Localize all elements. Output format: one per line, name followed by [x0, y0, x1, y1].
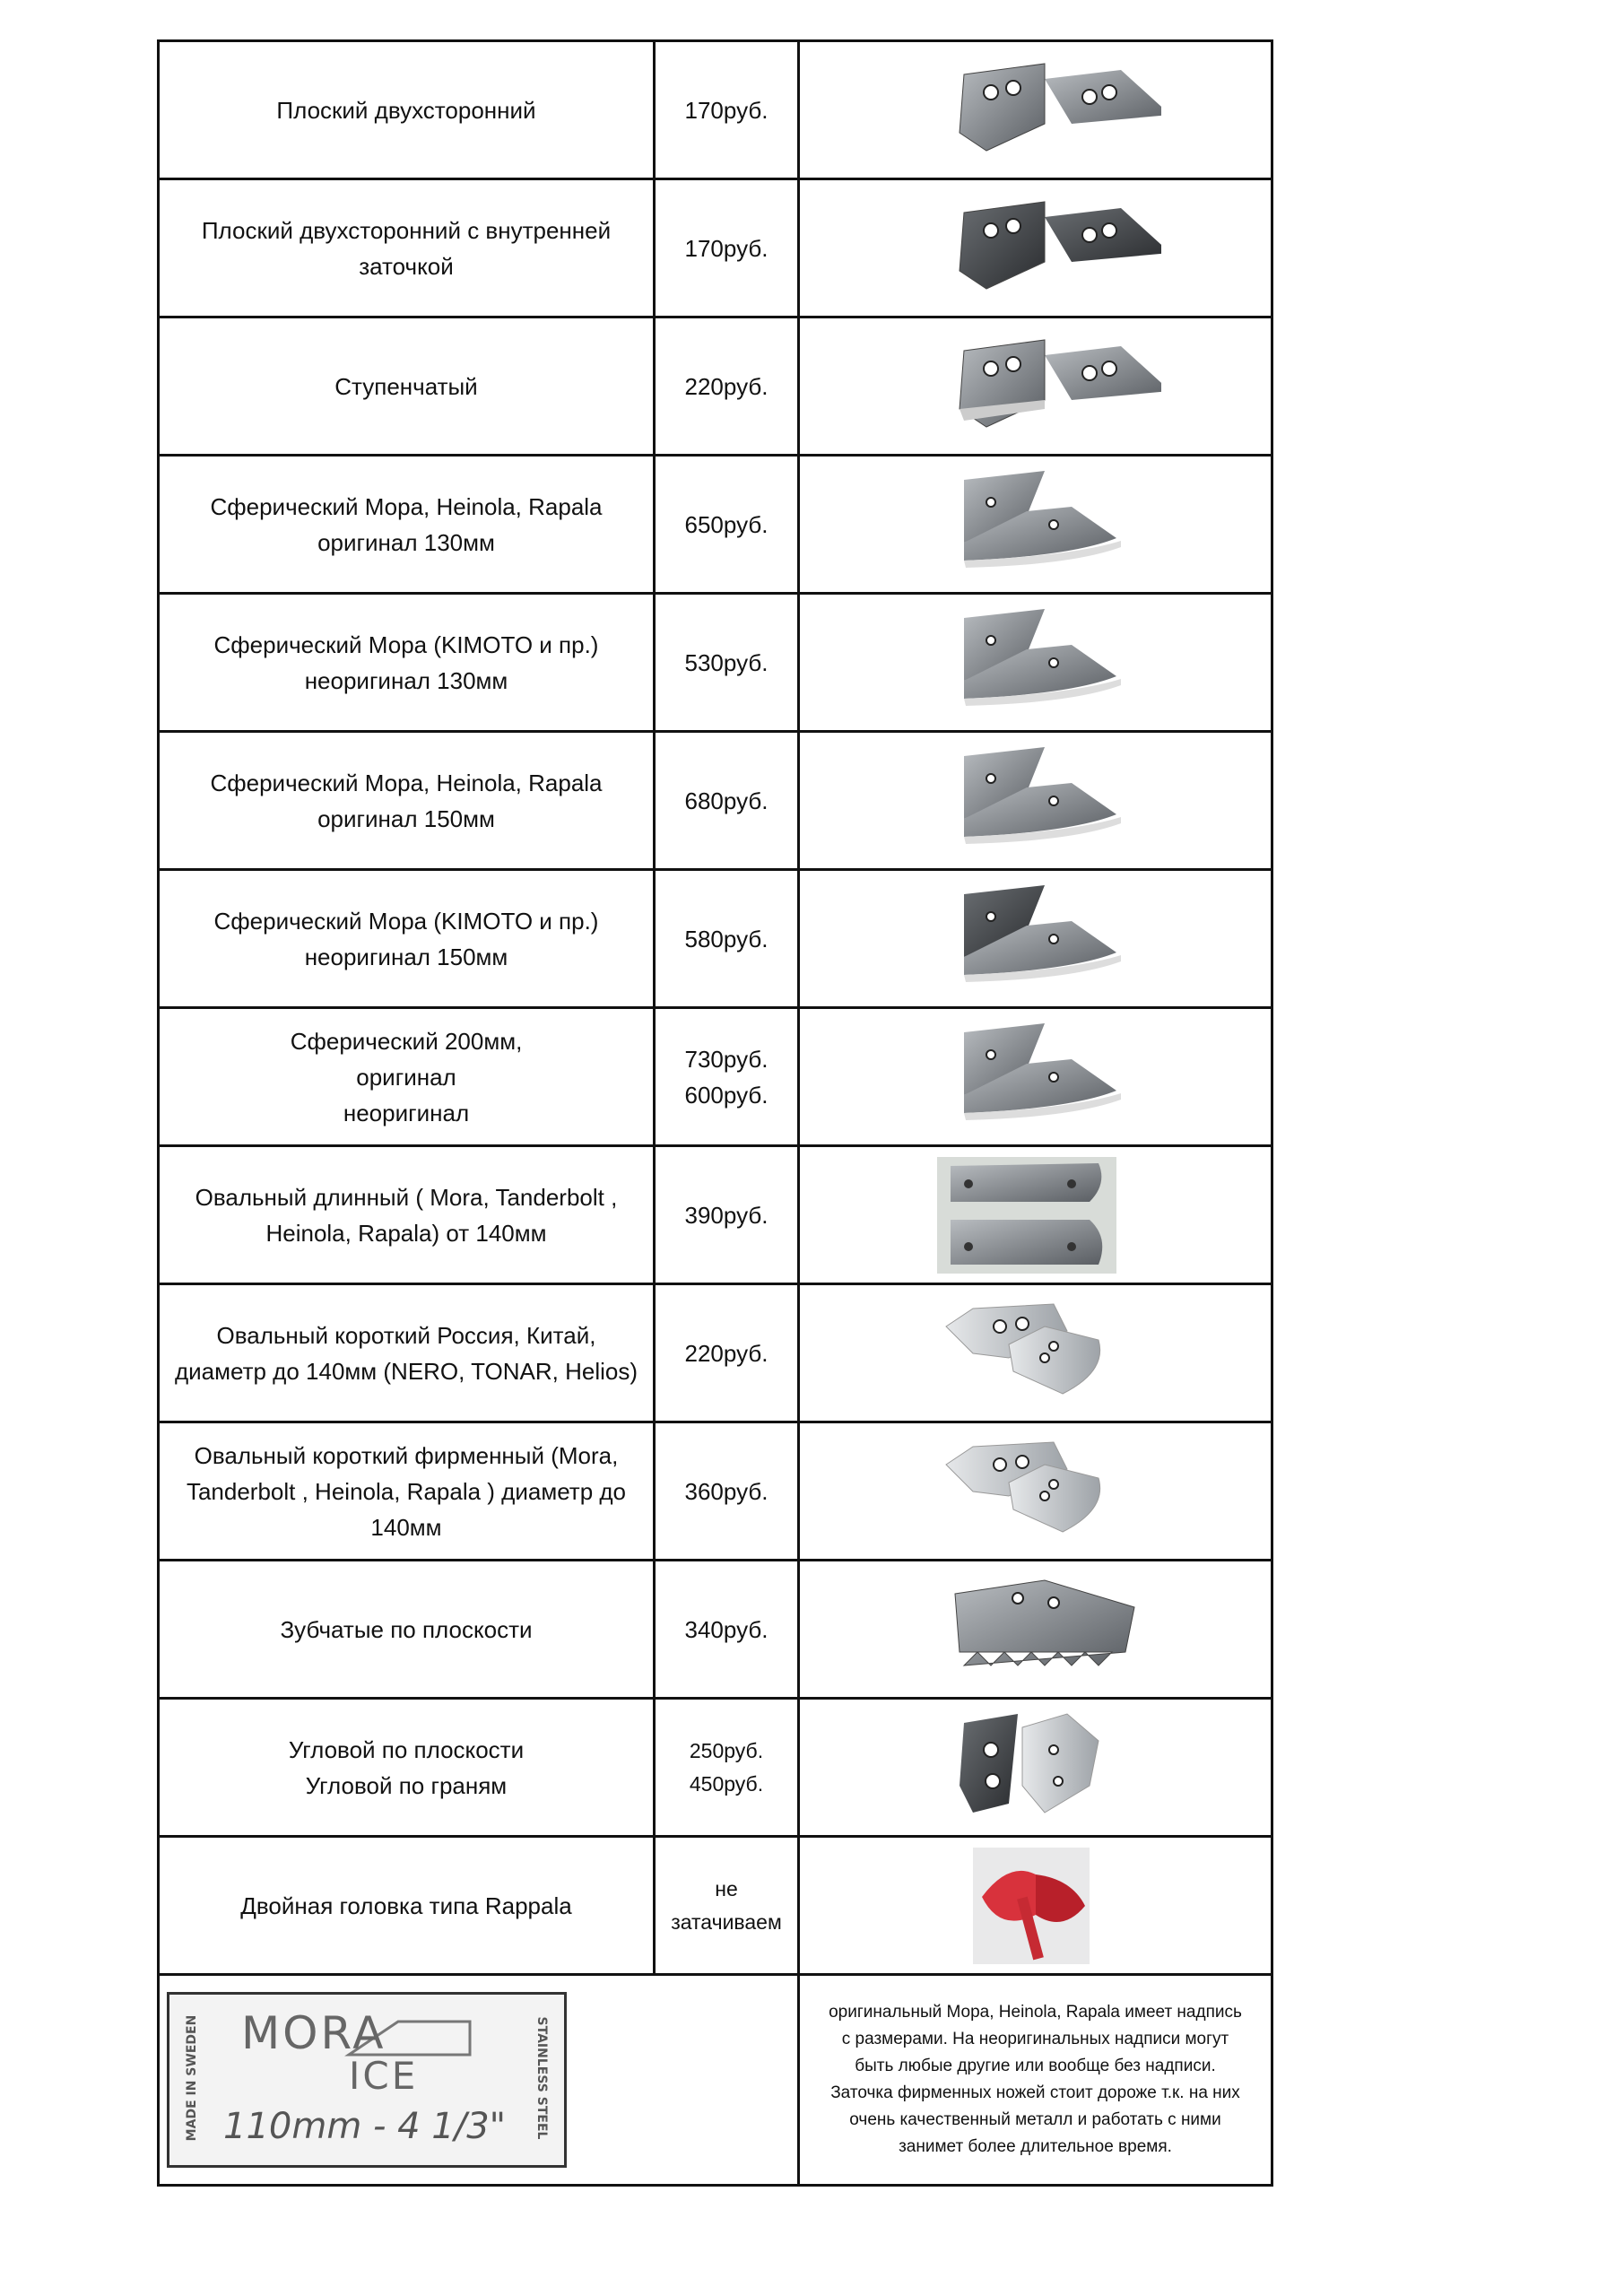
price-cell — [655, 1284, 799, 1422]
table-row — [159, 456, 1272, 594]
blade-name-line: Сферический Мора (KIMOTO и пр.) — [213, 907, 599, 935]
blade-name-line: Овальный короткий Россия, Китай, — [216, 1321, 596, 1349]
price-line: 250руб. — [689, 1738, 764, 1762]
price-line: 680руб. — [684, 787, 769, 814]
price-line: 730руб. — [684, 1045, 769, 1073]
blade-name-line: диаметр до 140мм (NERO, TONAR, Helios) — [174, 1357, 638, 1385]
blade-image-cell — [799, 1008, 1272, 1146]
blade-name-line: Зубчатые по плоскости — [280, 1615, 533, 1643]
blade-name-line: Ступенчатый — [334, 372, 478, 400]
spherical-blade-icon — [805, 600, 1265, 726]
blade-image-cell — [799, 1699, 1272, 1837]
blade-name-line: неоригинал 150мм — [304, 943, 508, 970]
blade-name-line: 140мм — [370, 1513, 442, 1541]
spherical-blade-icon — [805, 1014, 1265, 1140]
footer-row — [159, 1975, 1272, 2186]
blade-name-line: заточкой — [359, 252, 454, 280]
blade-name-line: Сферический Мора (KIMOTO и пр.) — [213, 631, 599, 658]
price-cell — [655, 594, 799, 732]
price-line: 650руб. — [684, 510, 769, 538]
price-line: 170руб. — [684, 96, 769, 124]
auger-head-icon — [805, 1843, 1265, 1969]
blade-name-line: Сферический Мора, Heinola, Rapala — [210, 769, 603, 796]
table-row — [159, 1146, 1272, 1284]
blade-name-cell — [159, 1699, 655, 1837]
stamp-made: MADE IN SWEDEN — [185, 2014, 199, 2142]
blade-name-cell — [159, 870, 655, 1008]
blade-name-line: Овальный короткий фирменный (Mora, — [194, 1441, 619, 1469]
price-line: 450руб. — [689, 1771, 764, 1796]
spherical-dark-blade-icon — [805, 876, 1265, 1002]
table-row — [159, 317, 1272, 456]
price-line: 580руб. — [684, 925, 769, 952]
blade-name-line: неоригинал 130мм — [304, 666, 508, 694]
stamp-sub: ICE — [349, 2054, 419, 2098]
price-line: 600руб. — [684, 1081, 769, 1109]
price-cell — [655, 870, 799, 1008]
price-line: 390руб. — [684, 1201, 769, 1229]
blade-name-cell — [159, 1146, 655, 1284]
note-line: очень качественный металл и работать с ними — [849, 2110, 1221, 2129]
price-cell — [655, 1561, 799, 1699]
flat-blade-icon — [805, 48, 1265, 173]
angular-blade-icon — [805, 1705, 1265, 1831]
blade-image-cell — [799, 1837, 1272, 1975]
blade-image-cell — [799, 41, 1272, 179]
stepped-blade-icon — [805, 324, 1265, 449]
note-line: Заточка фирменных ножей стоит дороже т.к. на них — [830, 2083, 1240, 2102]
serrated-blade-icon — [805, 1567, 1265, 1692]
price-line: 170руб. — [684, 234, 769, 262]
blade-name-cell — [159, 732, 655, 870]
blade-name-line: Угловой по граням — [305, 1771, 508, 1799]
blade-name-line: Плоский двухсторонний с внутренней — [201, 216, 612, 244]
note-line: быть любые другие или вообще без надписи. — [855, 2057, 1216, 2075]
blade-name-line: Heinola, Rapala) от 140мм — [265, 1219, 547, 1247]
note-line: занимет более длительное время. — [899, 2137, 1172, 2156]
blade-name-cell — [159, 1837, 655, 1975]
note-line: оригинальный Мора, Heinola, Rapala имеет надпись — [829, 2003, 1242, 2022]
blade-name-line: неоригинал — [343, 1099, 470, 1126]
price-line: 530руб. — [684, 648, 769, 676]
blade-name-line: Сферический Мора, Heinola, Rapala — [210, 492, 603, 520]
price-cell — [655, 1146, 799, 1284]
table-row — [159, 1284, 1272, 1422]
blade-name-cell — [159, 1008, 655, 1146]
blade-name-cell — [159, 456, 655, 594]
price-line: затачиваем — [671, 1909, 782, 1934]
blade-name-cell — [159, 1284, 655, 1422]
table-row — [159, 1699, 1272, 1837]
price-cell — [655, 179, 799, 317]
table-row — [159, 1422, 1272, 1561]
blade-name-line: оригинал 150мм — [317, 804, 495, 832]
blade-name-line: оригинал 130мм — [317, 528, 495, 556]
price-line: 360руб. — [684, 1477, 769, 1505]
blade-name-line: Овальный длинный ( Mora, Tanderbolt , — [195, 1183, 618, 1211]
blade-name-cell — [159, 179, 655, 317]
stamp-cell — [159, 1975, 799, 2186]
price-cell — [655, 1699, 799, 1837]
blade-name-cell — [159, 1561, 655, 1699]
note-line: с размерами. На неоригинальных надписи могут — [841, 2030, 1229, 2048]
table-row — [159, 594, 1272, 732]
blade-name-line: Сферический 200мм, — [290, 1027, 523, 1055]
price-line: 220руб. — [684, 372, 769, 400]
table-row — [159, 1837, 1272, 1975]
price-cell — [655, 1837, 799, 1975]
blade-image-cell — [799, 456, 1272, 594]
price-cell — [655, 732, 799, 870]
stamp-size: 110mm - 4 1/3" — [223, 2106, 507, 2147]
blade-image-cell — [799, 179, 1272, 317]
blade-name-cell — [159, 41, 655, 179]
price-cell — [655, 456, 799, 594]
blade-name-line: Плоский двухсторонний — [276, 96, 536, 124]
blade-name-cell — [159, 594, 655, 732]
price-cell — [655, 1008, 799, 1146]
flat-inner-blade-icon — [805, 186, 1265, 311]
price-line: 220руб. — [684, 1339, 769, 1367]
blade-image-cell — [799, 594, 1272, 732]
mora-ice-stamp-image — [167, 1992, 567, 2168]
oval-short-blade-icon — [805, 1429, 1265, 1554]
blade-image-cell — [799, 317, 1272, 456]
blade-image-cell — [799, 732, 1272, 870]
blade-name-line: Tanderbolt , Heinola, Rapala ) диаметр до — [186, 1477, 627, 1505]
price-cell — [655, 1422, 799, 1561]
price-cell — [655, 41, 799, 179]
note-cell — [799, 1975, 1272, 2186]
blade-name-line: Угловой по плоскости — [288, 1735, 525, 1763]
blade-name-line: оригинал — [356, 1063, 456, 1091]
table-row — [159, 41, 1272, 179]
table-row — [159, 732, 1272, 870]
spherical-blade-icon — [805, 738, 1265, 864]
spherical-blade-icon — [805, 462, 1265, 587]
stamp-steel: STAINLESS STEEL — [534, 2016, 549, 2140]
blade-image-cell — [799, 870, 1272, 1008]
blade-name-line: Двойная головка типа Rappala — [240, 1892, 572, 1919]
oval-long-blade-icon — [805, 1152, 1265, 1278]
blade-image-cell — [799, 1561, 1272, 1699]
table-row — [159, 870, 1272, 1008]
blade-image-cell — [799, 1422, 1272, 1561]
price-line: не — [715, 1876, 738, 1900]
blade-name-cell — [159, 317, 655, 456]
blade-image-cell — [799, 1284, 1272, 1422]
blade-image-cell — [799, 1146, 1272, 1284]
stamp-brand: MORA — [241, 2007, 386, 2059]
table-row — [159, 1008, 1272, 1146]
oval-short-blade-icon — [805, 1291, 1265, 1416]
table-row — [159, 1561, 1272, 1699]
blade-name-cell — [159, 1422, 655, 1561]
table-row — [159, 179, 1272, 317]
price-line: 340руб. — [684, 1615, 769, 1643]
price-cell — [655, 317, 799, 456]
price-table — [157, 39, 1273, 2187]
